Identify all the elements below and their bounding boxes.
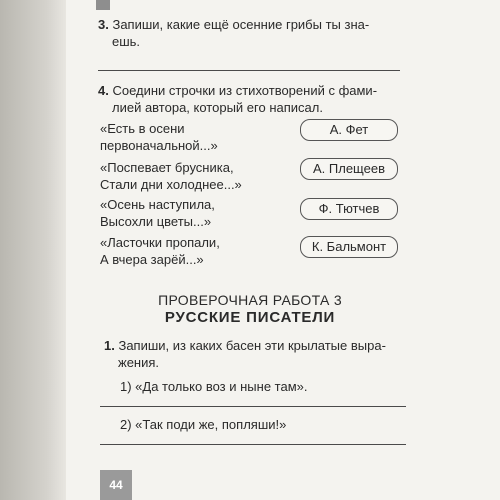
quote-4: [100, 234, 300, 268]
task-3-line-1: Запиши, какие ещё осенние грибы ты зна-: [112, 17, 370, 32]
corner-mark: [96, 0, 110, 10]
task-3: [98, 16, 428, 50]
quote-1: [100, 120, 300, 154]
author-pleshcheev[interactable]: А. Плещеев: [300, 158, 398, 180]
task-4-line-2: лией автора, который его написал.: [112, 100, 323, 115]
section-subtitle: РУССКИЕ ПИСАТЕЛИ: [164, 309, 336, 326]
task-1-line-2: жения.: [118, 355, 160, 370]
answer-line: [100, 444, 406, 445]
quote-3-line-2: Высохли цветы...»: [100, 214, 212, 229]
task-1: [104, 337, 424, 371]
answer-line: [98, 70, 400, 71]
quote-2-line-2: Стали дни холоднее...»: [100, 177, 242, 192]
task-4: [98, 82, 428, 116]
quote-2-line-1: «Поспевает брусника,: [100, 160, 234, 175]
task-4-number: 4.: [98, 83, 109, 98]
quote-3: [100, 196, 300, 230]
task-3-line-2: ешь.: [112, 34, 141, 49]
task-1-item-1: 1) «Да только воз и ныне там».: [120, 379, 308, 394]
task-1-item-2: 2) «Так поди же, попляши!»: [120, 417, 287, 432]
task-3-number: 3.: [98, 17, 109, 32]
task-4-line-1: Соедини строчки из стихотворений с фами-: [112, 83, 378, 98]
quote-4-line-2: А вчера зарёй...»: [100, 252, 204, 267]
section-title: ПРОВЕРОЧНАЯ РАБОТА 3: [158, 292, 342, 308]
author-fet[interactable]: А. Фет: [300, 119, 398, 141]
task-1-number: 1.: [104, 338, 115, 353]
quote-2: [100, 159, 300, 193]
quote-1-line-2: первоначальной...»: [100, 138, 218, 153]
quote-1-line-1: «Есть в осени: [100, 121, 185, 136]
page-shadow: [0, 0, 66, 500]
answer-line: [100, 406, 406, 407]
page-number: 44: [100, 470, 132, 500]
quote-4-line-1: «Ласточки пропали,: [100, 235, 220, 250]
task-1-line-1: Запиши, из каких басен эти крылатые выра-: [118, 338, 386, 353]
quote-3-line-1: «Осень наступила,: [100, 197, 215, 212]
author-balmont[interactable]: К. Бальмонт: [300, 236, 398, 258]
author-tyutchev[interactable]: Ф. Тютчев: [300, 198, 398, 220]
